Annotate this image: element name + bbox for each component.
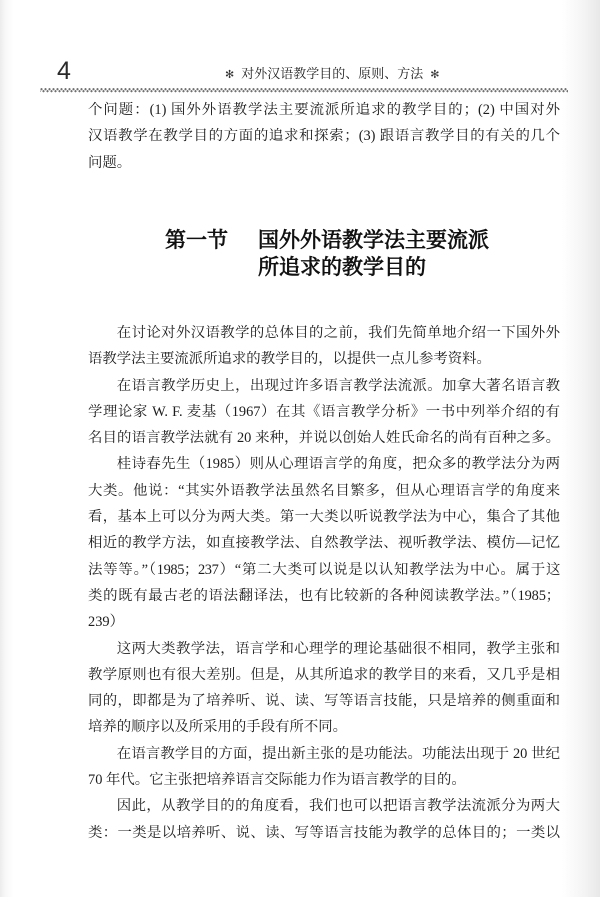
text-line: 在讨论对外汉语教学的总体目的之前，我们先简单地介绍一下国外外 [116, 325, 560, 341]
text-line: 培养的顺序以及所采用的手段有所不同。 [88, 719, 348, 736]
section-title-line: 国外外语教学法主要流派 [258, 228, 489, 252]
text-line: 同的，即都是为了培养听、说、读、写等语言技能，只是培养的侧重面和 [88, 693, 560, 710]
section-title-line: 所追求的教学目的 [258, 255, 426, 279]
text-line: 个问题：(1) 国外外语教学法主要流派所追求的教学目的；(2) 中国对外 [88, 102, 560, 118]
section-number: 第一节 [165, 228, 228, 252]
text-line: 相近的教学方法，如直接教学法、自然教学法、视听教学法、模仿—记忆 [88, 535, 560, 552]
text-line: 语教学法主要流派所追求的教学目的，以提供一点儿参考资料。 [88, 351, 491, 368]
text-line: 类：一类是以培养听、说、读、写等语言技能为教学的总体目的；一类以 [88, 824, 560, 841]
paragraph [88, 793, 560, 846]
intro-continuation [88, 97, 560, 176]
paragraph [88, 636, 560, 741]
text-line: 教学原则也有很大差别。但是，从其所追求的教学目的来看，又几乎是相 [88, 666, 560, 683]
text-line: 在语言教学历史上，出现过许多语言教学法流派。加拿大著名语言教 [116, 377, 560, 394]
star-ornament-icon: ✻ [225, 68, 235, 81]
paragraph [88, 320, 560, 373]
text-line: 239） [88, 614, 124, 631]
text-line: 汉语教学在教学目的方面的追求和探索；(3) 跟语言教学目的有关的几个 [88, 128, 560, 145]
text-line: 看，基本上可以分为两大类。第一大类以听说教学法为中心，集合了其他 [88, 509, 560, 526]
page-number: 4 [57, 57, 71, 85]
star-ornament-icon: ✻ [430, 68, 440, 81]
paragraph [88, 451, 560, 635]
text-line: 问题。 [88, 154, 132, 171]
header-rule [40, 88, 568, 93]
header-title: 对外汉语教学目的、原则、方法 [241, 67, 424, 82]
text-line: 70 年代。它主张把培养语言交际能力作为语言教学的目的。 [88, 772, 466, 789]
paragraph [88, 373, 560, 452]
paragraph [88, 741, 560, 794]
text-line: 桂诗春先生（1985）则从心理语言学的角度，把众多的教学法分为两 [116, 456, 560, 473]
text-line: 在语言教学目的方面，提出新主张的是功能法。功能法出现于 20 世纪 [116, 745, 560, 762]
text-line: 法等等。”（1985；237）“第二大类可以说是以认知教学法为中心。属于这 [88, 561, 560, 578]
text-line: 因此，从教学目的的角度看，我们也可以把语言教学法流派分为两大 [116, 798, 560, 815]
text-line: 这两大类教学法，语言学和心理学的理论基础很不相同，教学主张和 [116, 640, 560, 657]
text-line: 大类。他说：“其实外语教学法虽然名目繁多，但从心理语言学的角度来 [88, 482, 560, 499]
text-line: 类的既有最古老的语法翻译法，也有比较新的各种阅读教学法。”（1985； [88, 587, 560, 604]
text-line: 名目的语言教学法就有 20 来种，并说以创始人姓氏命名的尚有百种之多。 [88, 430, 560, 447]
body-text [88, 320, 560, 846]
section-heading [0, 226, 600, 282]
running-header [218, 65, 446, 85]
text-line: 学理论家 W. F. 麦基（1967）在其《语言教学分析》一书中列举介绍的有 [88, 403, 560, 420]
